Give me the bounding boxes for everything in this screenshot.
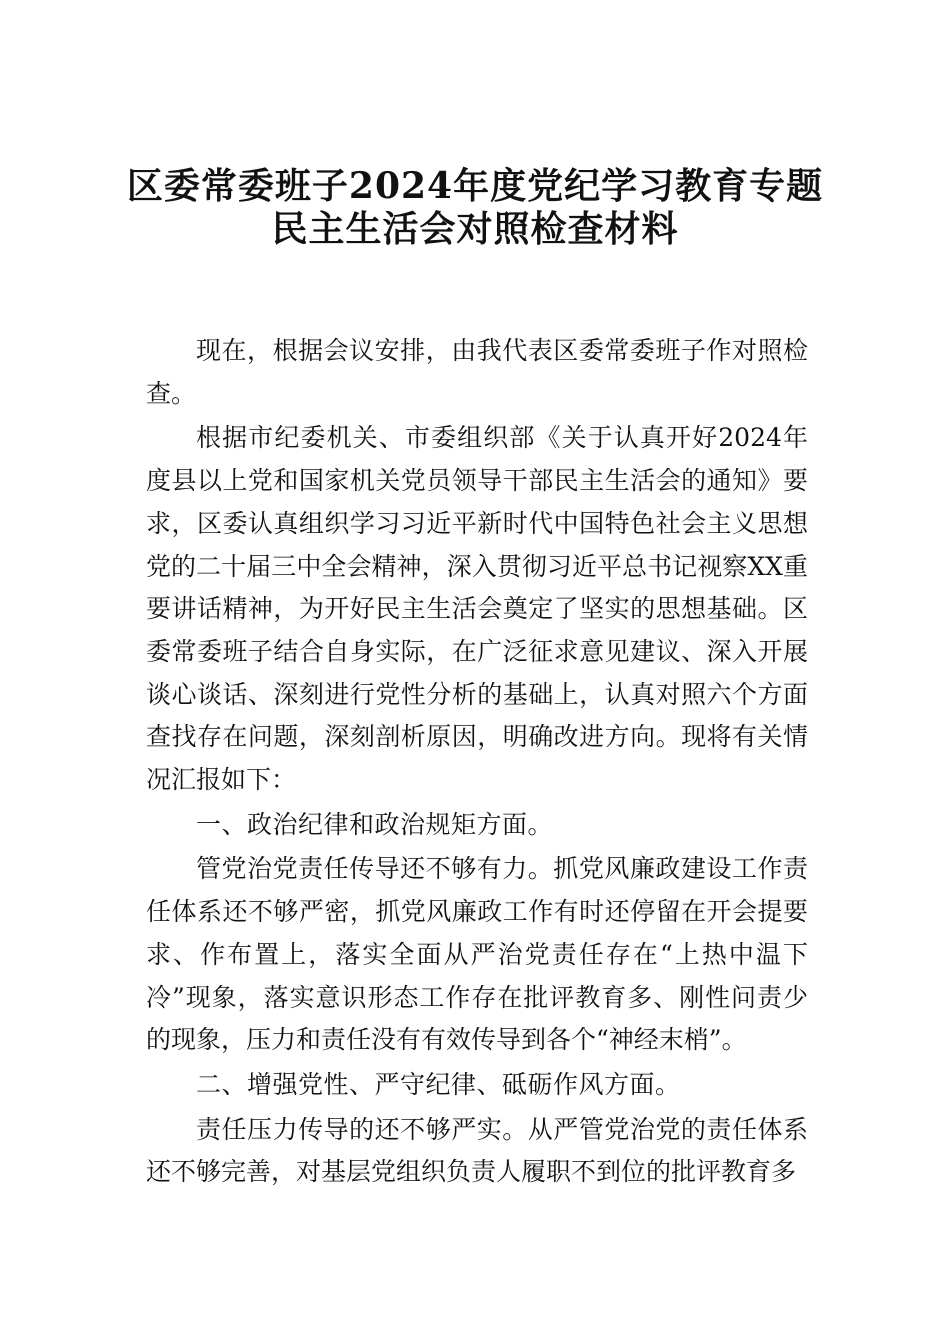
section-heading-1: 一、政治纪律和政治规矩方面。 <box>196 809 554 839</box>
paragraph-intro: 现在，根据会议安排，由我代表区委常委班子作对照检查。 <box>146 336 808 408</box>
document-body <box>146 330 808 1194</box>
paragraph-section-2: 责任压力传导的还不够严实。从严管党治党的责任体系还不够完善，对基层党组织负责人履职不到位的批评教育多 <box>146 1114 808 1187</box>
document-title-line-2: 民主生活会对照检查材料 <box>271 208 679 250</box>
paragraph-section-1: 管党治党责任传导还不够有力。抓党风廉政建设工作责任体系还不够严密，抓党风廉政工作有时还停留在开会提要求、作布置上，落实全面从严治党责任存在“上热中温下冷”现象，落实意识形态工作存在批评教育多、刚性问责少的现象，压力和责任没有有效传导到各个“神经末梢”。 <box>146 854 808 1055</box>
section-heading-2: 二、增强党性、严守纪律、砥砺作风方面。 <box>196 1069 681 1099</box>
document-title-line-1: 区委常委班子2024年度党纪学习教育专题 <box>126 165 824 207</box>
paragraph-background: 根据市纪委机关、市委组织部《关于认真开好2024年度县以上党和国家机关党员领导干部民主生活会的通知》要求，区委认真组织学习习近平新时代中国特色社会主义思想党的二十届三中全会精神，深入贯彻习近平总书记视察XX重要讲话精神，为开好民主生活会奠定了坚实的思想基础。区委常委班子结合自身实际，在广泛征求意见建议、深入开展谈心谈话、深刻进行党性分析的基础上，认真对照六个方面查找存在问题，深刻剖析原因，明确改进方向。现将有关情况汇报如下： <box>146 423 808 795</box>
